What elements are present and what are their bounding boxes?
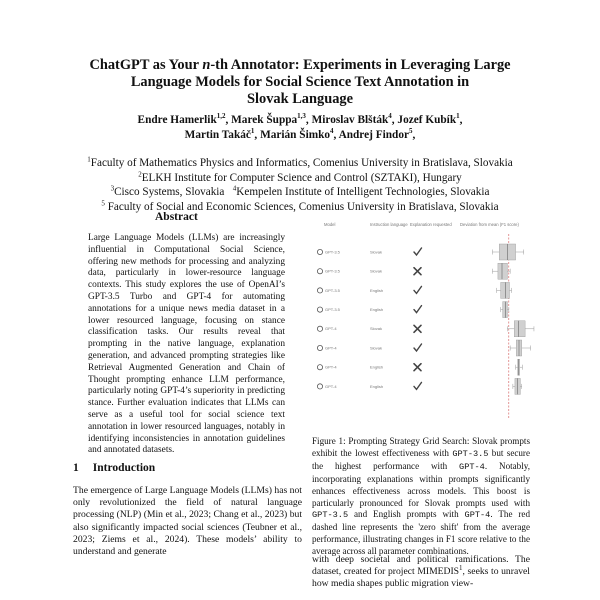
section-heading (73, 462, 155, 474)
title-n-italic: n (202, 57, 211, 73)
author-name: Miroslav Blšták (311, 114, 389, 126)
openai-logo-icon (317, 345, 322, 350)
openai-logo-icon (317, 249, 322, 254)
figure-column-header: Deviation from mean (F1 score) (460, 222, 519, 227)
check-icon (414, 248, 422, 255)
title-part: -th Annotator: Experiments in Leveraging Large (210, 57, 511, 73)
author-name: Martin Takáč (184, 129, 251, 141)
cross-icon (414, 268, 421, 275)
author-sup: 4 (330, 127, 334, 136)
row-model-label: GPT-3.5 (325, 249, 340, 255)
row-language-label: Slovak (370, 326, 383, 332)
check-icon (414, 344, 422, 351)
figure-caption: Figure 1: Prompting Strategy Grid Search: Slovak prompts exhibit the lowest effectiveness with GPT-3.5 but secure the highest performance with GPT-4. Notably, incorporating explanations within prompts significantly enhances effectiveness across models. This boost is particularly pronounced for Slovak prompts used with GPT-3.5 and English prompts with GPT-4. The red dashed line represents the 'zero shift' from the average performance, illustrating changes in F1 score relative to the average across all parameter combinations. (312, 436, 530, 557)
row-language-label: English (370, 364, 384, 370)
author-name: Marek Šuppa (231, 114, 298, 126)
cross-icon (414, 325, 421, 332)
author-sup: 4 (388, 112, 392, 121)
boxplot-box (514, 321, 525, 337)
check-icon (414, 306, 422, 313)
figure-column-header: Explanation requested (410, 222, 452, 227)
row-language-label: English (370, 307, 384, 312)
figure-column-header: Instruction language (370, 222, 408, 227)
author-sup: 5 (408, 127, 413, 136)
check-icon (414, 382, 422, 389)
author-sup: 1 (456, 112, 460, 121)
intro-paragraph: The emergence of Large Language Models (LLMs) has not only revolutionized the field of natural language processing (NLP) (Min et al., 2023; Chang et al., 2023) but also significantly impacted social sciences (Teubner et al., 2023; Ziems et al., 2024). These models’ ability to understand and generate (73, 485, 302, 558)
openai-logo-icon (317, 326, 322, 331)
paper-title (60, 57, 540, 108)
row-model-label: GPT-4 (325, 345, 337, 351)
boxplot-box (503, 302, 508, 318)
author-sup: 1 (250, 127, 255, 136)
code-gpt35: GPT-3.5 (312, 510, 349, 521)
footnote-marker: 1 (459, 563, 463, 572)
code-gpt4: GPT-4 (459, 461, 485, 472)
affiliation-2: $^2$ELKH Institute for Computer Science and Control (SZTAKI), Hungary (138, 169, 462, 184)
author-name: Jozef Kubík (397, 114, 457, 126)
boxplot-box (501, 282, 510, 298)
row-model-label: GPT-4 (325, 326, 337, 332)
boxplot-box (498, 263, 508, 279)
openai-logo-icon (317, 288, 322, 293)
row-model-label: GPT-3.5 (325, 287, 340, 293)
openai-logo-icon (317, 307, 322, 312)
row-model-label: GPT-4 (325, 383, 337, 389)
column2-paragraph: with deep societal and political ramifications. The dataset, created for project MIMEDIS$^1$, seeks to unravel how media shapes public migration view- (312, 554, 530, 590)
openai-logo-icon (317, 384, 322, 389)
cross-icon (414, 364, 421, 371)
title-part: ChatGPT as Your (89, 57, 203, 73)
title-line-3: Slovak Language (247, 91, 353, 107)
prompting-strategy-figure (310, 218, 540, 423)
row-model-label: GPT-3.5 (325, 307, 340, 312)
openai-logo-icon (317, 365, 322, 370)
abstract-heading: Abstract (155, 211, 198, 223)
author-name: Endre Hamerlik (137, 114, 217, 126)
figure-column-header: Model (324, 222, 336, 227)
row-language-label: Slovak (370, 249, 383, 255)
section-title: Introduction (92, 462, 156, 474)
row-model-label: GPT-3.5 (325, 268, 340, 274)
code-gpt4: GPT-4 (464, 510, 491, 521)
title-line-2: Language Models for Social Science Text Annotation in (130, 74, 470, 90)
affiliation-3-4: $^3$Cisco Systems, Slovakia $^4$Kempelen Institute of Intelligent Technologies, Slovakia (110, 184, 490, 198)
section-number: 1 (73, 462, 79, 474)
row-language-label: Slovak (370, 345, 383, 351)
code-gpt35: GPT-3.5 (452, 448, 489, 459)
affiliations (40, 156, 560, 214)
author-name: Marián Šimko (260, 129, 331, 141)
row-language-label: Slovak (370, 268, 383, 274)
author-sup: 1,3 (297, 112, 306, 121)
row-language-label: English (370, 383, 384, 389)
author-sup: 1,2 (216, 112, 226, 121)
row-model-label: GPT-4 (325, 364, 337, 370)
check-icon (414, 286, 422, 293)
affiliation-1: $^1$Faculty of Mathematics Physics and Informatics, Comenius University in Bratislava, Slovakia (87, 155, 513, 169)
row-language-label: English (370, 287, 384, 293)
abstract-text: Large Language Models (LLMs) are increasingly influential in Computational Social Science, offering new methods for processing and analyzing data, particularly in lower-resource language contexts. This study explores the use of OpenAI’s GPT-3.5 Turbo and GPT-4 for automating annotations for a unique news media dataset in a lower resourced language, focusing on stance classification tasks. Our results reveal that prompting in the native language, explanation generation, and advanced prompting strategies like Retrieval Augmented Generation and Chain of Thought prompting enhance LLM performance, particularly noting GPT-4’s superiority in predicting stance. Further evaluation indicates that LLMs can serve as a useful tool for social science text annotation in lower resourced languages, notably in identifying inconsistencies in annotation guidelines and annotated datasets. (88, 233, 285, 456)
affiliation-5: $^5$ Faculty of Social and Economic Sciences, Comenius University in Bratislava, Slovakia (101, 198, 499, 213)
author-list: Endre Hamerlik$^{1,2}$, Marek Šuppa$^{1,3}$, Miroslav Blšták$^4$, Jozef Kubík$^1$, Martin Takáč$^1$, Marián Šimko$^4$, Andrej Findor$^5$, (137, 112, 463, 141)
author-name: Andrej Findor (338, 129, 409, 141)
openai-logo-icon (317, 269, 322, 274)
